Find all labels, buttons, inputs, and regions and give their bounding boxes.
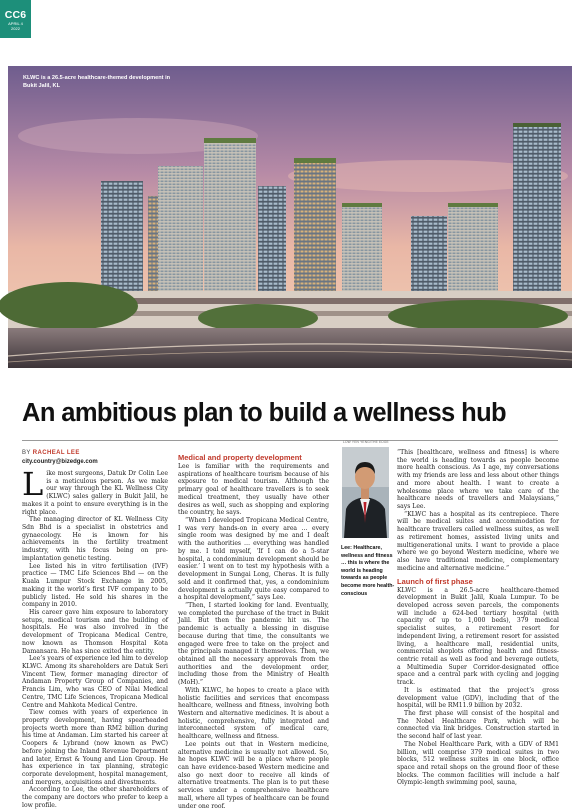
- article-paragraph: The Nobel Healthcare Park, with a GDV of RM1 billion, will comprise 379 medical suites in two blocks, 512 wellness suites in one block, office space and retail shops on the ground floor of these blocks. The common facilities will include a half Olympic-length swimming pool, sauna,: [397, 740, 559, 787]
- photo-credit: LOW YEN YENG/THE EDGE: [343, 440, 389, 444]
- hero-rendering-image: [8, 66, 572, 368]
- article-paragraph: “When I developed Tropicana Medical Centre, I was very hands-on in every area … every single room was designed by me and I dealt with the authorities … everything was handled by me. I told myself, ‘If I can do a 5-star hospital, a condominium development should be easier.’ I went on to test my hypothesis with a development in Sungai Long, Cheras. It is fully sold and it confirmed that, yes, a condominium development is actually quite easy compared to a hospital development,” says Lee.: [178, 517, 329, 602]
- article-paragraph: Lee listed his in vitro fertilisation (IVF) practice — TMC Life Sciences Bhd — on the Kuala Lumpur Stock Exchange in 2005, making it the world’s first IVF company to be publicly listed. He sold his shares in the company in 2010.: [22, 562, 168, 609]
- article-paragraph: Lee points out that in Western medicine, alternative medicine is usually not allowed. So, he hopes KLWC will be a place where people can have evidence-based Western medicine and also go next door to receive all kinds of alternative treatments. The plan is to put these services under a comprehensive healthcare mall, where all types of healthcare can be found under one roof.: [178, 740, 329, 810]
- photo-caption: Lee: Healthcare, wellness and fitness … this is where the world is heading towards as people become more health-conscious: [341, 545, 395, 597]
- byline-prefix: BY: [22, 450, 31, 456]
- article-paragraph: “This [healthcare, wellness and fitness] is where the world is heading towards as people become more health conscious. As I age, my conversations with my friends are less and less about other things and more about health. I want to create a wholesome place where we take care of the healthcare needs of travellers and Malaysians,” says Lee.: [397, 449, 559, 511]
- article-column-3: [397, 449, 559, 806]
- article-paragraph: KLWC is a 26.5-acre healthcare-themed development in Bukit Jalil, Kuala Lumpur. To be developed across seven parcels, the components will include a 624-bed tertiary hospital (with capacity of up to 1,000 beds), 379 medical specialist suites, a retirement resort for independent living, a retirement resort for assisted living, a healthcare mall, residential units, commercial shoplots offering health and fitness-centric retail as well as food and beverage outlets, a Multimedia Super Corridor-designated office space and a central park with cycling and jogging track.: [397, 586, 559, 687]
- article-paragraph: Lee is familiar with the requirements and aspirations of healthcare tourism because of his exposure to medical tourism. Although the primary goal of healthcare travellers is to seek medical treatment, they usually have other desires as well, such as shopping and exploring the country, he says.: [178, 463, 329, 517]
- subheading: Launch of first phase: [397, 576, 473, 586]
- subheading: Medical and property development: [178, 453, 302, 462]
- article-paragraph: Tiew comes with years of experience in property development, having spearheaded projects worth more than RM2 billion during his time at Andaman. Lim started his career at Coopers & Lybrand (now known as PwC) before joining the Inland Revenue Department and later, Ernst & Young and Lion Group. He has experience in tax planning, strategic corporate development, hospital management, and mergers, acquisitions and divestments.: [22, 709, 168, 786]
- page-year-line: 2022: [11, 26, 20, 31]
- headline-divider: [22, 440, 558, 441]
- article-paragraph: With KLWC, he hopes to create a place with holistic facilities and services that encompass healthcare, wellness and fitness, involving both Western and alternative medicines. It is about a holistic, comprehensive, fully integrated and interconnected system of medical care, healthcare, wellness and fitness.: [178, 686, 329, 741]
- page-section-number: CC6: [4, 9, 27, 21]
- article-paragraph: It is estimated that the project’s gross development value (GDV), including that of the hospital, will be RM11.9 billion by 2032.: [397, 686, 559, 710]
- article-paragraph: His career gave him exposure to laboratory setups, medical tourism and the building of hospitals. He was also involved in the development of Tropicana Medical Centre, now known as Thomson Hospital Kota Damansara. He has since exited the entity.: [22, 608, 168, 655]
- article-column-1: [22, 465, 168, 809]
- article-paragraph: According to Lee, the other shareholders of the company are doctors who prefer to keep a low profile.: [22, 786, 168, 809]
- page-section-tag: [0, 0, 31, 38]
- article-paragraph: Lee’s years of experience led him to develop KLWC. Among its shareholders are Datuk Seri Vincent Tiew, former managing director of Andaman Property Group of Companies, and Francis Lim, who was CEO of Nilai Medical Centre, TMC Life Sciences, Tropicana Medical Centre and Mahkota Medical Centre.: [22, 655, 168, 709]
- author-email[interactable]: city.country@bizedge.com: [22, 459, 98, 465]
- article-paragraph: The managing director of KL Wellness City Sdn Bhd is a specialist in obstetrics and gynaecology. He is known for his achievements in the fertility treatment industry, with his focus being on pre-implantation genetic testing.: [22, 516, 168, 562]
- byline-author: RACHEAL LEE: [32, 450, 80, 456]
- hero-caption: KLWC is a 26.5-acre healthcare-themed development in Bukit Jalil, KL: [23, 75, 171, 89]
- article-column-2: [178, 453, 329, 810]
- article-paragraph: “KLWC has a hospital as its centrepiece. There will be medical suites and accommodation for healthcare travellers called wellness suites, as well as retirement homes, assisted living units and multigenerational units. I want to provide a place where we go beyond Western medicine, where we also have traditional medicine, complementary medicine and alternative medicine.”: [397, 510, 559, 572]
- portrait-photo: [342, 447, 389, 538]
- drop-cap: L: [22, 465, 44, 503]
- article-headline: An ambitious plan to build a wellness hub: [22, 399, 507, 427]
- article-paragraph: Like most surgeons, Datuk Dr Colin Lee is a meticulous person. As we make our way through the KL Wellness City (KLWC) sales gallery in Bukit Jalil, he makes it a point to ensure everything is in the right place.: [22, 465, 168, 516]
- byline: [22, 450, 80, 456]
- page-date-line: APRIL 4: [8, 21, 23, 26]
- article-paragraph: The first phase will consist of the hospital and The Nobel Healthcare Park, which will be connected via link bridges. Construction started in the second half of last year.: [397, 710, 559, 741]
- article-paragraph: “Then, I started looking for land. Eventually, we completed the purchase of the tract in Bukit Jalil. But then the pandemic hit us. The pandemic is actually a blessing in disguise because during that time, the consultants we engaged were free to take on the project and the principals managed it themselves. Then, we obtained all the necessary approvals from the authorities and the development order, including those from the Ministry of Health (MoH).”: [178, 601, 329, 687]
